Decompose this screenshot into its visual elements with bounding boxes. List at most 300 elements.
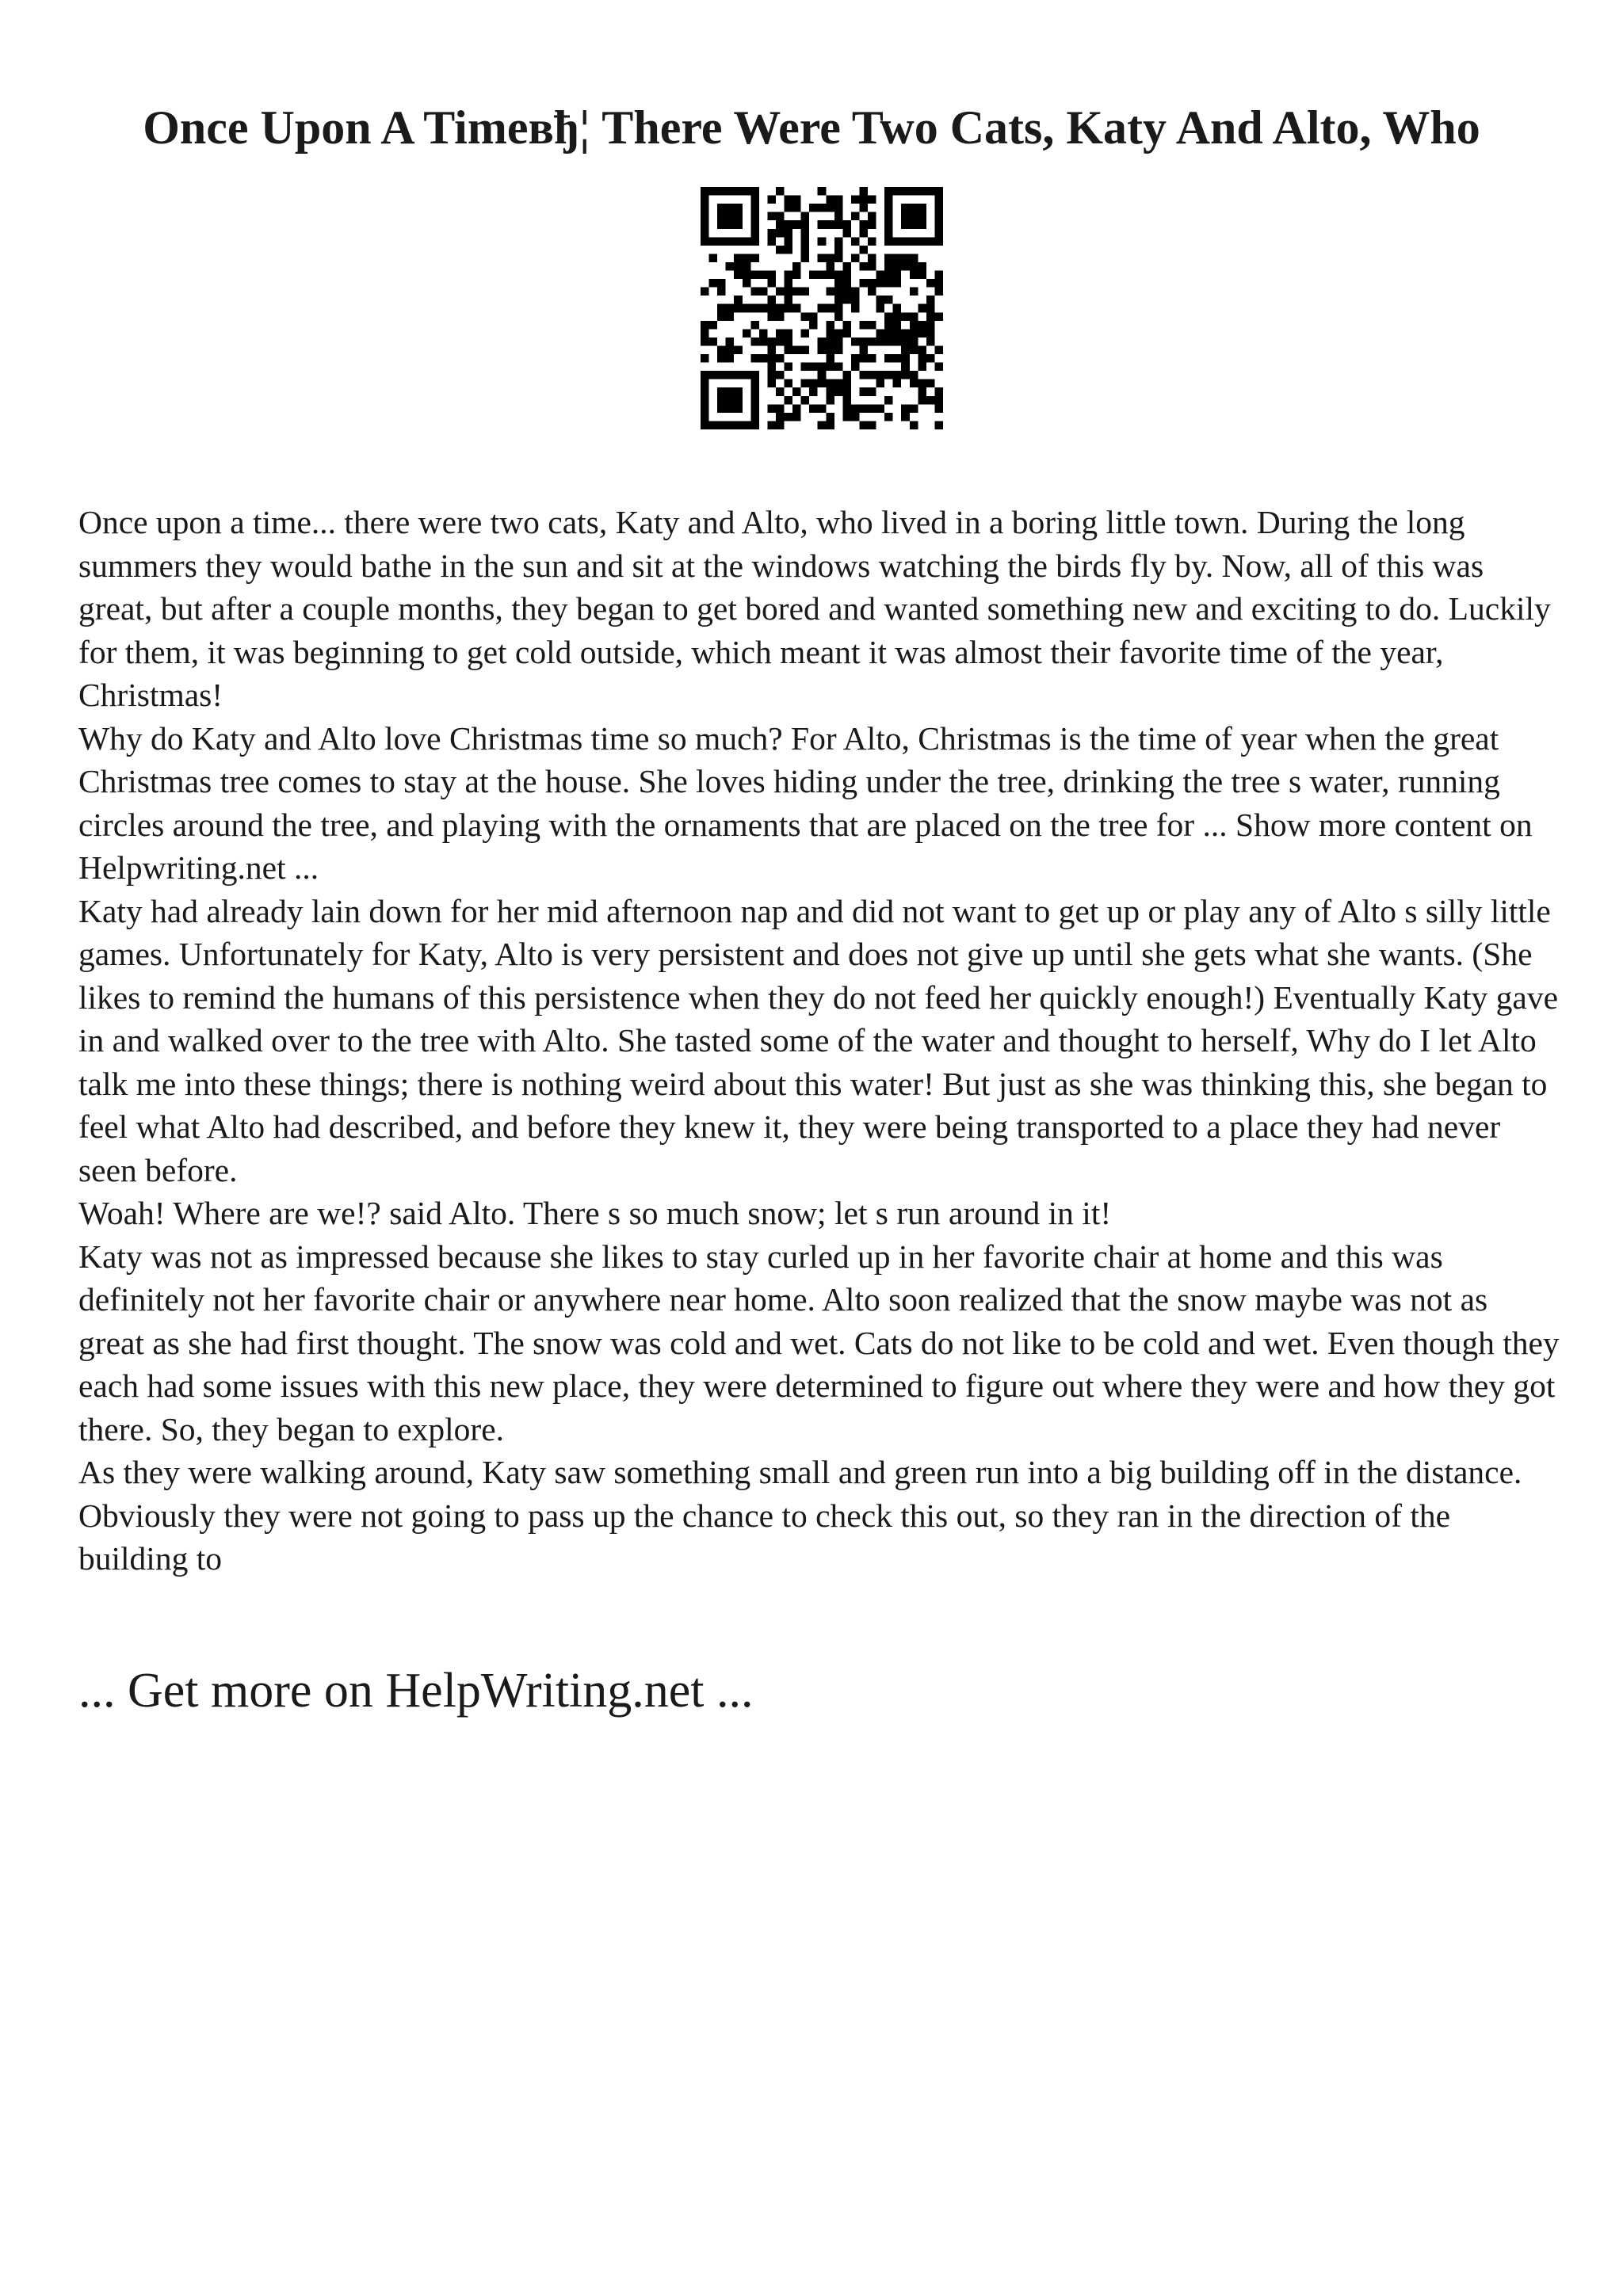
qr-module — [792, 345, 801, 354]
qr-module — [934, 220, 943, 229]
qr-module — [726, 312, 735, 321]
qr-module — [785, 329, 793, 338]
qr-module — [709, 279, 718, 288]
qr-module — [709, 421, 718, 429]
qr-module — [818, 204, 827, 212]
qr-module — [801, 379, 810, 388]
qr-module — [743, 371, 751, 379]
qr-module — [834, 345, 843, 354]
qr-module — [934, 404, 943, 413]
qr-module — [792, 220, 801, 229]
qr-module — [792, 413, 801, 421]
qr-module — [717, 212, 726, 221]
qr-module — [859, 354, 868, 363]
qr-module — [834, 312, 843, 321]
qr-module — [734, 421, 743, 429]
qr-module — [767, 404, 776, 413]
qr-module — [743, 329, 751, 338]
qr-module — [717, 187, 726, 196]
qr-module — [726, 204, 735, 212]
qr-module — [926, 237, 935, 246]
qr-module — [893, 321, 902, 330]
qr-module — [709, 321, 718, 330]
qr-module — [826, 354, 834, 363]
qr-module — [859, 387, 868, 396]
qr-module — [884, 296, 893, 304]
qr-module — [884, 321, 893, 330]
qr-module — [792, 387, 801, 396]
qr-module — [859, 229, 868, 238]
qr-module — [726, 262, 735, 271]
qr-module — [826, 345, 834, 354]
qr-module — [701, 338, 709, 346]
qr-module — [776, 329, 785, 338]
qr-module — [926, 379, 935, 388]
qr-module — [893, 338, 902, 346]
qr-module — [834, 296, 843, 304]
qr-module — [785, 338, 793, 346]
qr-module — [851, 404, 860, 413]
qr-module — [859, 421, 868, 429]
qr-module — [734, 345, 743, 354]
qr-module — [717, 288, 726, 296]
qr-module — [709, 254, 718, 262]
qr-module — [884, 220, 893, 229]
qr-module — [750, 304, 759, 313]
qr-module — [842, 329, 851, 338]
get-more-link[interactable]: ... Get more on HelpWriting.net ... — [78, 1664, 754, 1718]
qr-module — [809, 204, 818, 212]
qr-module — [750, 254, 759, 262]
qr-module — [785, 237, 793, 246]
qr-module — [934, 396, 943, 405]
qr-module — [701, 396, 709, 405]
qr-module — [918, 304, 926, 313]
qr-module — [910, 371, 918, 379]
qr-module — [818, 404, 827, 413]
qr-module — [834, 212, 843, 221]
qr-module — [717, 220, 726, 229]
qr-module — [834, 237, 843, 246]
qr-module — [868, 288, 876, 296]
qr-module — [910, 345, 918, 354]
qr-module — [726, 371, 735, 379]
qr-module — [717, 304, 726, 313]
qr-module — [934, 187, 943, 196]
qr-module — [767, 371, 776, 379]
qr-module — [876, 404, 885, 413]
qr-module — [893, 371, 902, 379]
qr-module — [785, 345, 793, 354]
qr-module — [884, 354, 893, 363]
qr-module — [801, 345, 810, 354]
qr-module — [785, 304, 793, 313]
qr-module — [701, 187, 709, 196]
qr-module — [801, 288, 810, 296]
qr-module — [901, 371, 910, 379]
qr-module — [918, 187, 926, 196]
qr-module — [901, 345, 910, 354]
qr-module — [809, 321, 818, 330]
qr-module — [717, 421, 726, 429]
qr-module — [851, 237, 860, 246]
qr-module — [767, 237, 776, 246]
qr-module — [884, 229, 893, 238]
qr-module — [750, 204, 759, 212]
qr-module — [926, 304, 935, 313]
qr-module — [767, 363, 776, 372]
qr-module — [801, 229, 810, 238]
qr-module — [884, 254, 893, 262]
qr-module — [834, 246, 843, 254]
qr-module — [767, 421, 776, 429]
qr-module — [726, 237, 735, 246]
qr-module — [776, 338, 785, 346]
qr-module — [934, 196, 943, 204]
qr-module — [767, 312, 776, 321]
qr-module — [759, 354, 768, 363]
qr-module — [868, 354, 876, 363]
qr-module — [868, 220, 876, 229]
qr-module — [910, 271, 918, 280]
qr-module — [834, 288, 843, 296]
qr-module — [834, 387, 843, 396]
paragraph: As they were walking around, Katy saw something small and green run into a big building off in the distance. Obviously they were not going to pass up the chance to check this out, so they ran in the direction of the building to — [78, 1454, 1522, 1577]
qr-module — [826, 204, 834, 212]
qr-module — [767, 345, 776, 354]
qr-module — [750, 187, 759, 196]
qr-module — [717, 204, 726, 212]
qr-module — [851, 296, 860, 304]
qr-module — [842, 387, 851, 396]
qr-module — [918, 379, 926, 388]
qr-module — [767, 196, 776, 204]
qr-module — [834, 379, 843, 388]
qr-module — [826, 220, 834, 229]
qr-module — [926, 396, 935, 405]
qr-module — [851, 288, 860, 296]
qr-module — [918, 237, 926, 246]
qr-module — [750, 413, 759, 421]
qr-module — [743, 279, 751, 288]
qr-module — [893, 187, 902, 196]
qr-module — [851, 304, 860, 313]
qr-module — [934, 212, 943, 221]
qr-module — [717, 387, 726, 396]
qr-module — [701, 220, 709, 229]
qr-module — [726, 212, 735, 221]
qr-module — [792, 262, 801, 271]
qr-module — [868, 212, 876, 221]
qr-module — [901, 354, 910, 363]
qr-module — [743, 304, 751, 313]
qr-module — [868, 262, 876, 271]
qr-module — [910, 262, 918, 271]
qr-module — [734, 254, 743, 262]
qr-module — [701, 288, 709, 296]
qr-module — [726, 187, 735, 196]
qr-module — [893, 329, 902, 338]
qr-module — [759, 304, 768, 313]
qr-module — [918, 354, 926, 363]
qr-module — [842, 396, 851, 405]
qr-module — [926, 329, 935, 338]
qr-module — [876, 338, 885, 346]
qr-module — [918, 262, 926, 271]
qr-module — [734, 262, 743, 271]
qr-module — [759, 338, 768, 346]
qr-module — [876, 296, 885, 304]
qr-module — [717, 237, 726, 246]
qr-module — [743, 237, 751, 246]
qr-module — [750, 421, 759, 429]
qr-module — [801, 237, 810, 246]
qr-module — [859, 220, 868, 229]
qr-module — [901, 404, 910, 413]
qr-module — [910, 288, 918, 296]
qr-module — [776, 354, 785, 363]
qr-module — [901, 212, 910, 221]
qr-module — [918, 271, 926, 280]
qr-module — [842, 220, 851, 229]
qr-module — [743, 271, 751, 280]
qr-module — [910, 212, 918, 221]
qr-module — [776, 312, 785, 321]
qr-module — [785, 279, 793, 288]
qr-module — [868, 279, 876, 288]
qr-module — [834, 363, 843, 372]
qr-module — [893, 354, 902, 363]
qr-module — [726, 338, 735, 346]
document-body — [78, 501, 1560, 1581]
qr-module — [834, 279, 843, 288]
qr-module — [801, 329, 810, 338]
qr-module — [884, 413, 893, 421]
qr-module — [859, 204, 868, 212]
qr-module — [918, 220, 926, 229]
qr-module — [776, 220, 785, 229]
qr-module — [901, 204, 910, 212]
qr-module — [826, 304, 834, 313]
qr-module — [876, 329, 885, 338]
qr-module — [876, 271, 885, 280]
qr-module — [884, 271, 893, 280]
qr-module — [701, 321, 709, 330]
qr-module — [785, 220, 793, 229]
qr-module — [926, 338, 935, 346]
qr-module — [750, 321, 759, 330]
qr-module — [776, 304, 785, 313]
qr-module — [868, 421, 876, 429]
qr-module — [717, 279, 726, 288]
qr-module — [809, 363, 818, 372]
qr-module — [792, 404, 801, 413]
paragraph: Woah! Where are we!? said Alto. There s so much snow; let s run around in it! — [78, 1195, 1112, 1231]
qr-module — [884, 396, 893, 405]
qr-module — [767, 354, 776, 363]
qr-module — [910, 404, 918, 413]
qr-module — [901, 329, 910, 338]
qr-module — [884, 212, 893, 221]
qr-module — [785, 413, 793, 421]
qr-module — [767, 279, 776, 288]
qr-module — [734, 220, 743, 229]
qr-module — [750, 229, 759, 238]
qr-module — [934, 204, 943, 212]
qr-module — [859, 371, 868, 379]
qr-module — [709, 371, 718, 379]
qr-module — [776, 187, 785, 196]
qr-module — [918, 329, 926, 338]
qr-module — [884, 196, 893, 204]
qr-module — [818, 304, 827, 313]
qr-module — [826, 387, 834, 396]
qr-module — [842, 279, 851, 288]
qr-module — [785, 296, 793, 304]
paragraph: Why do Katy and Alto love Christmas time so much? For Alto, Christmas is the time of year when the great Christmas tree comes to stay at the house. She loves hiding under the tree, drinking the tree s water, running circles around the tree, and playing with the ornaments that are placed on the tree for ... Show more content on Helpwriting.net ... — [78, 719, 1533, 886]
qr-module — [734, 187, 743, 196]
qr-module — [734, 237, 743, 246]
qr-module — [801, 220, 810, 229]
qr-module — [834, 254, 843, 262]
qr-module — [801, 312, 810, 321]
qr-module — [934, 363, 943, 372]
qr-module — [876, 304, 885, 313]
qr-module — [868, 254, 876, 262]
qr-module — [884, 279, 893, 288]
qr-module — [918, 204, 926, 212]
qr-module — [818, 363, 827, 372]
qr-module — [717, 396, 726, 405]
qr-module — [750, 354, 759, 363]
qr-module — [734, 387, 743, 396]
qr-module — [834, 271, 843, 280]
qr-module — [717, 371, 726, 379]
qr-module — [834, 329, 843, 338]
qr-module — [818, 271, 827, 280]
qr-module — [709, 237, 718, 246]
qr-module — [910, 329, 918, 338]
qr-module — [868, 321, 876, 330]
qr-module — [809, 387, 818, 396]
qr-module — [851, 354, 860, 363]
qr-module — [910, 312, 918, 321]
qr-module — [717, 404, 726, 413]
qr-module — [842, 271, 851, 280]
qr-module — [884, 312, 893, 321]
qr-module — [701, 196, 709, 204]
qr-module — [801, 246, 810, 254]
qr-module — [801, 254, 810, 262]
qr-module — [884, 187, 893, 196]
qr-module — [785, 196, 793, 204]
qr-module — [818, 187, 827, 196]
qr-module — [701, 354, 709, 363]
qr-module — [842, 413, 851, 421]
qr-module — [734, 304, 743, 313]
qr-module — [851, 196, 860, 204]
qr-module — [901, 363, 910, 372]
qr-module — [767, 304, 776, 313]
qr-module — [776, 212, 785, 221]
qr-module — [842, 296, 851, 304]
qr-module — [709, 187, 718, 196]
qr-module — [818, 338, 827, 346]
qr-module — [826, 321, 834, 330]
qr-module — [776, 288, 785, 296]
qr-module — [734, 404, 743, 413]
qr-code-icon — [701, 187, 943, 429]
qr-module — [910, 237, 918, 246]
qr-module — [918, 387, 926, 396]
qr-module — [750, 387, 759, 396]
qr-module — [818, 345, 827, 354]
qr-module — [717, 345, 726, 354]
qr-module — [901, 338, 910, 346]
qr-module — [750, 271, 759, 280]
qr-module — [750, 196, 759, 204]
qr-module — [834, 304, 843, 313]
qr-module — [826, 338, 834, 346]
qr-module — [876, 379, 885, 388]
qr-module — [701, 404, 709, 413]
qr-module — [859, 404, 868, 413]
qr-module — [776, 413, 785, 421]
qr-module — [926, 354, 935, 363]
document-title: Once Upon A Timeвђ¦ There Were Two Cats, Katy And Alto, Who — [143, 101, 1480, 154]
qr-module — [842, 288, 851, 296]
qr-module — [717, 312, 726, 321]
qr-module — [701, 329, 709, 338]
qr-module — [726, 304, 735, 313]
qr-module — [801, 396, 810, 405]
qr-module — [734, 396, 743, 405]
qr-module — [859, 246, 868, 254]
qr-module — [910, 187, 918, 196]
qr-module — [884, 371, 893, 379]
qr-module — [901, 413, 910, 421]
qr-module — [759, 329, 768, 338]
qr-module — [743, 187, 751, 196]
qr-module — [893, 279, 902, 288]
qr-module — [901, 262, 910, 271]
qr-module — [934, 312, 943, 321]
qr-module — [884, 338, 893, 346]
qr-module — [910, 338, 918, 346]
qr-module — [851, 413, 860, 421]
qr-module — [934, 421, 943, 429]
qr-module — [859, 187, 868, 196]
qr-module — [726, 345, 735, 354]
qr-module — [750, 338, 759, 346]
qr-module — [851, 212, 860, 221]
qr-module — [801, 212, 810, 221]
qr-module — [851, 254, 860, 262]
qr-module — [818, 254, 827, 262]
qr-module — [734, 271, 743, 280]
qr-module — [926, 279, 935, 288]
qr-module — [893, 312, 902, 321]
qr-module — [910, 321, 918, 330]
qr-module — [726, 396, 735, 405]
qr-module — [910, 254, 918, 262]
qr-module — [792, 196, 801, 204]
qr-module — [868, 404, 876, 413]
qr-module — [767, 229, 776, 238]
qr-module — [750, 404, 759, 413]
qr-module — [893, 304, 902, 313]
qr-module — [785, 363, 793, 372]
